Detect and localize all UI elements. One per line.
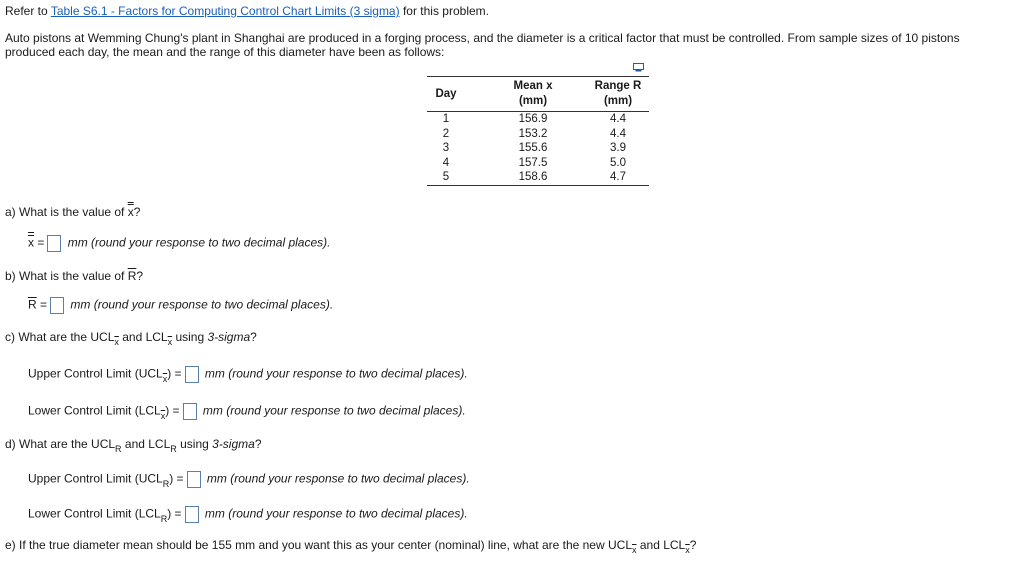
cell-day: 4: [442, 156, 450, 169]
part-a-answer-row: x = mm (round your response to two decimal places).: [28, 235, 330, 252]
part-c-question: c) What are the $UCL_{\overline{x}}$ and $LCL_{\overline{x}}$ using 3-sigma?: [5, 330, 257, 347]
col-header-mean: [465, 77, 587, 112]
hint-text: mm (round your response to two decimal places).: [70, 297, 334, 312]
table-row: [427, 112, 649, 127]
part-c-lcl-row: Lower Control Limit $(LCL_{\overline{x}})$ = mm (round your response to two decimal places).: [28, 403, 466, 421]
cell-mean: 157.5: [518, 156, 548, 169]
part-d-question: d) What are the $UCL_R$ and $LCL_R$ using 3-sigma?: [5, 437, 262, 454]
cell-range: 4.4: [610, 127, 626, 140]
r-bar-label: $\overline{R}$: [28, 297, 37, 312]
table-row: [427, 127, 649, 142]
x-double-bar-label: x: [28, 235, 34, 250]
problem-text-line2: produced each day, the mean and the range of this diameter have been as follows:: [5, 45, 445, 59]
part-d-ucl-row: Upper Control Limit $(UCL_R)$ = mm (round your response to two decimal places).: [28, 471, 470, 489]
hint-text: mm (round your response to two decimal places).: [67, 235, 331, 250]
part-d-lcl-row: Lower Control Limit $(LCL_R)$ = mm (round your response to two decimal places).: [28, 506, 468, 524]
cell-range: 4.7: [587, 170, 649, 185]
table-row: [427, 141, 649, 156]
lcl-x-bar-input[interactable]: [183, 403, 197, 420]
lcl-r-input[interactable]: [185, 506, 199, 523]
col-header-day: Day: [427, 77, 465, 112]
range-header-line1: Range R: [594, 80, 642, 92]
cell-range: 5.0: [610, 156, 626, 169]
ucl-r-input[interactable]: [187, 471, 201, 488]
part-c-ucl-row: Upper Control Limit $(UCL_{\overline{x}})$ = mm (round your response to two decimal places).: [28, 366, 468, 384]
cell-day: 5: [427, 170, 465, 185]
part-b-question: b) What is the value of $\overline{R}$?: [5, 269, 144, 283]
hint-text: mm (round your response to two decimal places).: [202, 403, 466, 418]
problem-text: Auto pistons at Wemming Chung's plant in Shanghai are produced in a forging process, and the diameter is a critical factor that must be controlled. From sample sizes of 10 pistons: [5, 31, 960, 45]
table-row: [427, 170, 649, 185]
cell-mean: 158.6: [465, 170, 587, 185]
cell-mean: 155.6: [518, 142, 548, 154]
mean-header-line2: (mm): [518, 95, 548, 107]
cell-mean: 153.2: [518, 127, 548, 140]
hint-text: mm (round your response to two decimal places).: [206, 471, 470, 486]
table-s6-1-link[interactable]: Table S6.1 - Factors for Computing Control Chart Limits (3 sigma): [50, 4, 400, 18]
cell-day: 1: [442, 113, 450, 125]
cell-mean: 156.9: [518, 113, 548, 125]
cell-range: 4.4: [610, 113, 626, 125]
x-double-bar-symbol: x: [127, 205, 134, 219]
hint-text: mm (round your response to two decimal places).: [204, 506, 468, 521]
mean-header-line1: Mean x: [513, 80, 553, 92]
r-bar-input[interactable]: [50, 297, 64, 314]
part-a-question: a) What is the value of x?: [5, 205, 141, 219]
range-header-line2: (mm): [603, 95, 633, 107]
part-b-answer-row: $\overline{R}$ = mm (round your response to two decimal places).: [28, 297, 333, 314]
cell-range: 3.9: [610, 142, 626, 154]
table-row: [427, 156, 649, 171]
data-table: [427, 76, 649, 186]
refer-line: Refer to Table S6.1 - Factors for Computing Control Chart Limits (3 sigma) for this problem.: [5, 4, 489, 18]
ucl-x-bar-input[interactable]: [185, 366, 199, 383]
r-bar-symbol: $\overline{R}$: [127, 269, 137, 283]
hint-text: mm (round your response to two decimal places).: [204, 366, 468, 381]
col-header-range: [587, 77, 649, 112]
copy-table-icon[interactable]: [633, 63, 644, 72]
part-e-question: e) If the true diameter mean should be 155 mm and you want this as your center (nominal) line, what are the new $UCL_{\overline{x}}$ and $LCL_{\overline{x}}$?: [5, 538, 697, 555]
x-double-bar-input[interactable]: [47, 235, 61, 252]
cell-day: 3: [442, 142, 450, 154]
cell-day: 2: [442, 127, 450, 140]
